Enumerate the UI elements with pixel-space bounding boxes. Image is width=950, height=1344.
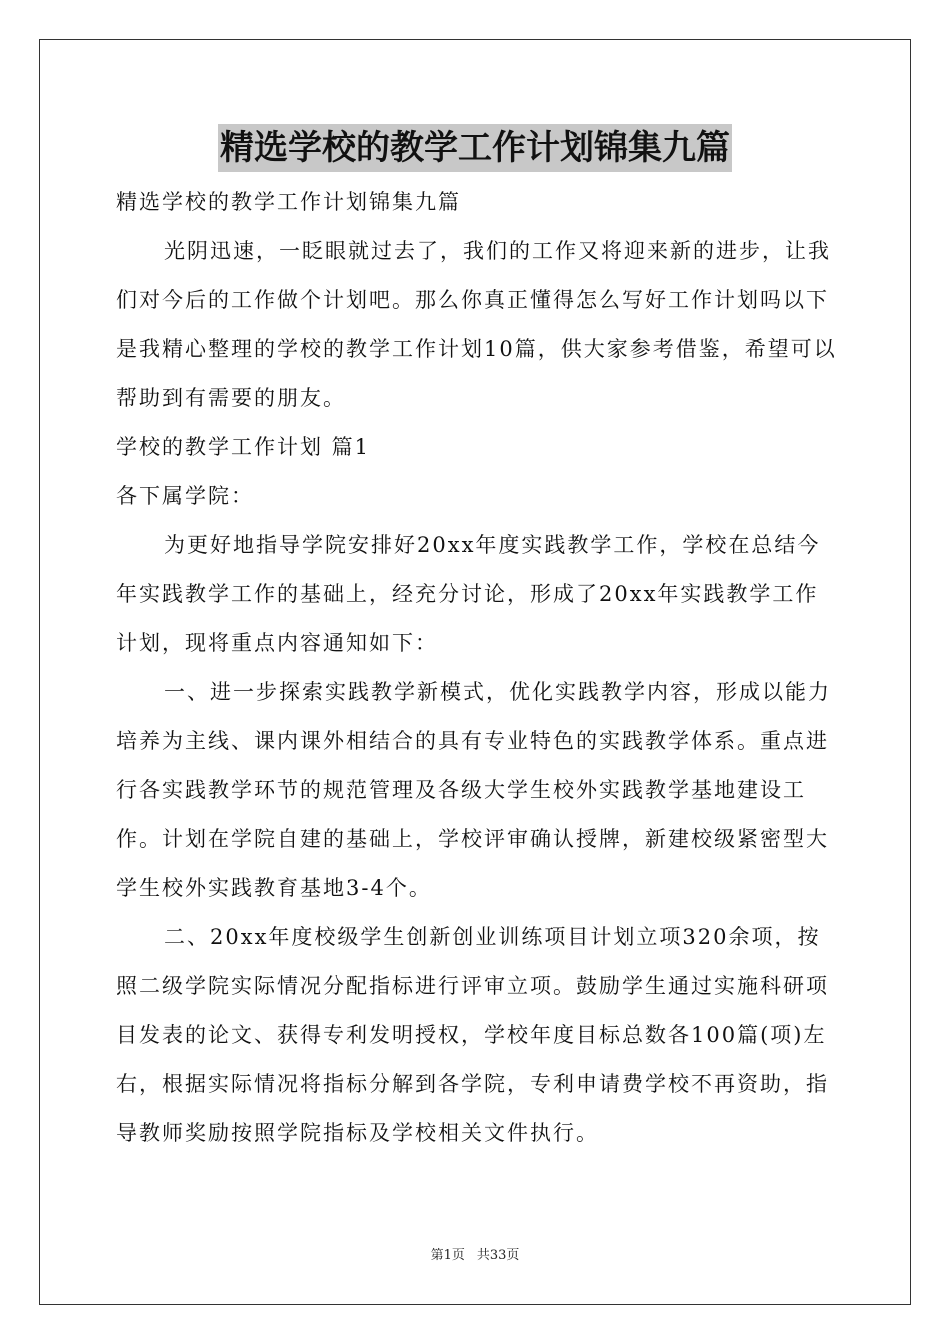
section-heading: 学校的教学工作计划 篇1 xyxy=(116,435,371,459)
document-body xyxy=(116,178,838,1158)
body-paragraph: 一、进一步探索实践教学新模式，优化实践教学内容，形成以能力培养为主线、课内课外相结合的具有专业特色的实践教学体系。重点进行各实践教学环节的规范管理及各级大学生校外实践教学基地建设工作。计划在学院自建的基础上，学校评审确认授牌，新建校级紧密型大学生校外实践教育基地3-4个。 xyxy=(116,680,831,900)
document-title: 精选学校的教学工作计划锦集九篇 xyxy=(218,124,732,172)
intro-paragraph: 光阴迅速，一眨眼就过去了，我们的工作又将迎来新的进步，让我们对今后的工作做个计划吧。那么你真正懂得怎么写好工作计划吗以下是我精心整理的学校的教学工作计划10篇，供大家参考借鉴，希望可以帮助到有需要的朋友。 xyxy=(116,239,837,410)
salutation: 各下属学院： xyxy=(116,484,254,508)
body-paragraph: 为更好地指导学院安排好20xx年度实践教学工作，学校在总结今年实践教学工作的基础上，经充分讨论，形成了20xx年实践教学工作计划，现将重点内容通知如下： xyxy=(116,533,821,655)
title-container xyxy=(0,124,950,172)
document-subtitle: 精选学校的教学工作计划锦集九篇 xyxy=(116,190,461,214)
page-total: 共33页 xyxy=(476,1248,520,1263)
page-footer xyxy=(0,1246,950,1266)
body-paragraph: 二、20xx年度校级学生创新创业训练项目计划立项320余项，按照二级学院实际情况分配指标进行评审立项。鼓励学生通过实施科研项目发表的论文、获得专利发明授权，学校年度目标总数各100篇(项)左右，根据实际情况将指标分解到各学院，专利申请费学校不再资助，指导教师奖励按照学院指标及学校相关文件执行。 xyxy=(116,925,829,1145)
page-number: 第1页 xyxy=(430,1248,465,1263)
